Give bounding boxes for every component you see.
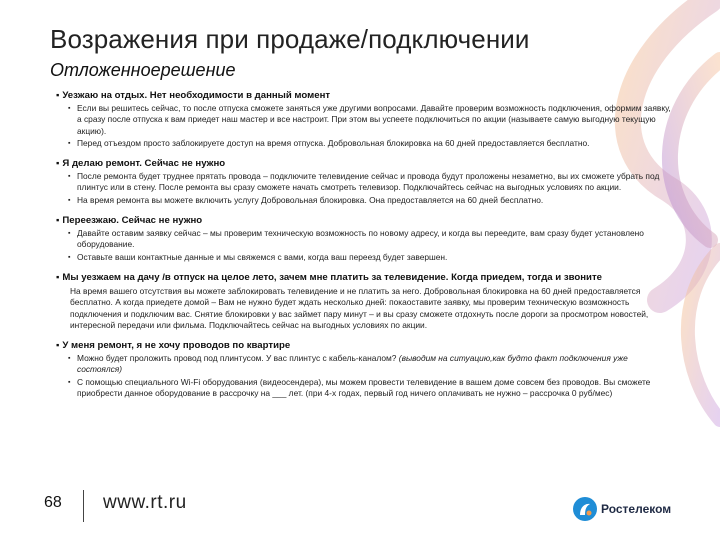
footer-divider — [83, 490, 84, 522]
list-item: ▪ Оставьте ваши контактные данные и мы свяжемся с вами, когда ваш переезд будет завершен. — [68, 252, 671, 263]
section-vacation — [56, 90, 671, 149]
item-italic-note: (выводим на ситуацию,как будто факт подключения уже состоялся) — [77, 353, 628, 375]
section-heading: ▪ Переезжаю. Сейчас не нужно — [56, 215, 203, 227]
section-paragraph: На время вашего отсутствия вы можете заблокировать телевидение и не платить за него. Добровольная блокировка на 60 дней предоставляется бесплатно. А когда приедете домой – Вам не нужно будет ждать несколько дней: покаоставите заявку, мы проверим техническую возможность подключения и подключим вас. Снятие блокировки у вас займет пару минут – и вы сразу сможете отдохнуть после дороги за просмотром новостей, интересной передачи или фильма. Подключайтесь сейчас на выгодных условиях по акции. — [70, 285, 649, 330]
list-item: ▪ С помощью специального Wi-Fi оборудования (видеосендера), мы можем провести телевидение в вашем доме совсем без проводов. Вы сможете приобрести данное оборудование в рассрочку на ___ лет. (при 4-х годах, первый год ничего оплачивать не нужно – рассрочка 0 руб/мес) — [68, 377, 671, 400]
section-heading-text: Переезжаю. Сейчас не нужно — [62, 215, 203, 227]
rostelecom-logo — [572, 496, 671, 522]
list-item: ▪ После ремонта будет труднее прятать провода – подключите телевидение сейчас и провода будут проложены незаметно, вы их сможете убрать под плинтус или в стену. После ремонта вы сразу сможете начать смотреть телевизор. Подключайтесь сейчас на выгодных условиях по акции. — [68, 171, 671, 194]
section-heading-text: У меня ремонт, я не хочу проводов по квартире — [62, 340, 291, 352]
section-repair — [56, 158, 671, 206]
section-heading-text: Мы уезжаем на дачу /в отпуск на целое лето, зачем мне платить за телевидение. Когда приедем, тогда и звоните — [62, 271, 602, 283]
section-heading: ▪ Мы уезжаем на дачу /в отпуск на целое лето, зачем мне платить за телевидение. Когда приедем, тогда и звоните — [56, 271, 602, 283]
list-item: ▪ Перед отъездом просто заблокируете доступ на время отпуска. Добровольная блокировка на 60 дней предоставляется бесплатно. — [68, 138, 671, 149]
logo-text: Ростелеком — [601, 502, 672, 516]
rostelecom-logo-icon — [572, 496, 598, 522]
list-item: ▪ На время ремонта вы можете включить услугу Добровольная блокировка. Она предоставляется на 60 дней бесплатно. — [68, 195, 671, 206]
section-dacha — [56, 272, 671, 331]
list-item — [68, 353, 671, 376]
section-heading-text: Я делаю ремонт. Сейчас не нужно — [62, 158, 226, 170]
page-number: 68 — [44, 494, 62, 511]
slide-title: Возражения при продаже/подключении — [50, 24, 530, 54]
list-item: ▪ Давайте оставим заявку сейчас – мы проверим техническую возможность по новому адресу, и когда вы переедите, вам сразу будет установлено оборудование. — [68, 228, 671, 251]
section-moving — [56, 215, 671, 263]
list-item: ▪ Если вы решитесь сейчас, то после отпуска сможете заняться уже другими вопросами. Давайте проверим возможность подключения, оформим заявку, а сразу после отпуска к вам приедет наш мастер и все настроит. При этом вы успеете подключиться по акции (называете самую выгодную текущую акцию). — [68, 103, 671, 137]
section-no-wires — [56, 340, 671, 399]
slide-subtitle: Отложенноерешение — [50, 60, 236, 80]
section-heading: ▪ У меня ремонт, я не хочу проводов по квартире — [56, 340, 291, 352]
objections-list — [56, 90, 671, 408]
section-heading: ▪ Я делаю ремонт. Сейчас не нужно — [56, 158, 226, 170]
footer-url: www.rt.ru — [103, 492, 187, 513]
section-heading-text: Уезжаю на отдых. Нет необходимости в данный момент — [62, 90, 331, 101]
section-heading: ▪ Уезжаю на отдых. Нет необходимости в данный момент — [56, 90, 331, 101]
item-text: Можно будет проложить провод под плинтусом. У вас плинтус с кабель-каналом? — [77, 353, 399, 364]
